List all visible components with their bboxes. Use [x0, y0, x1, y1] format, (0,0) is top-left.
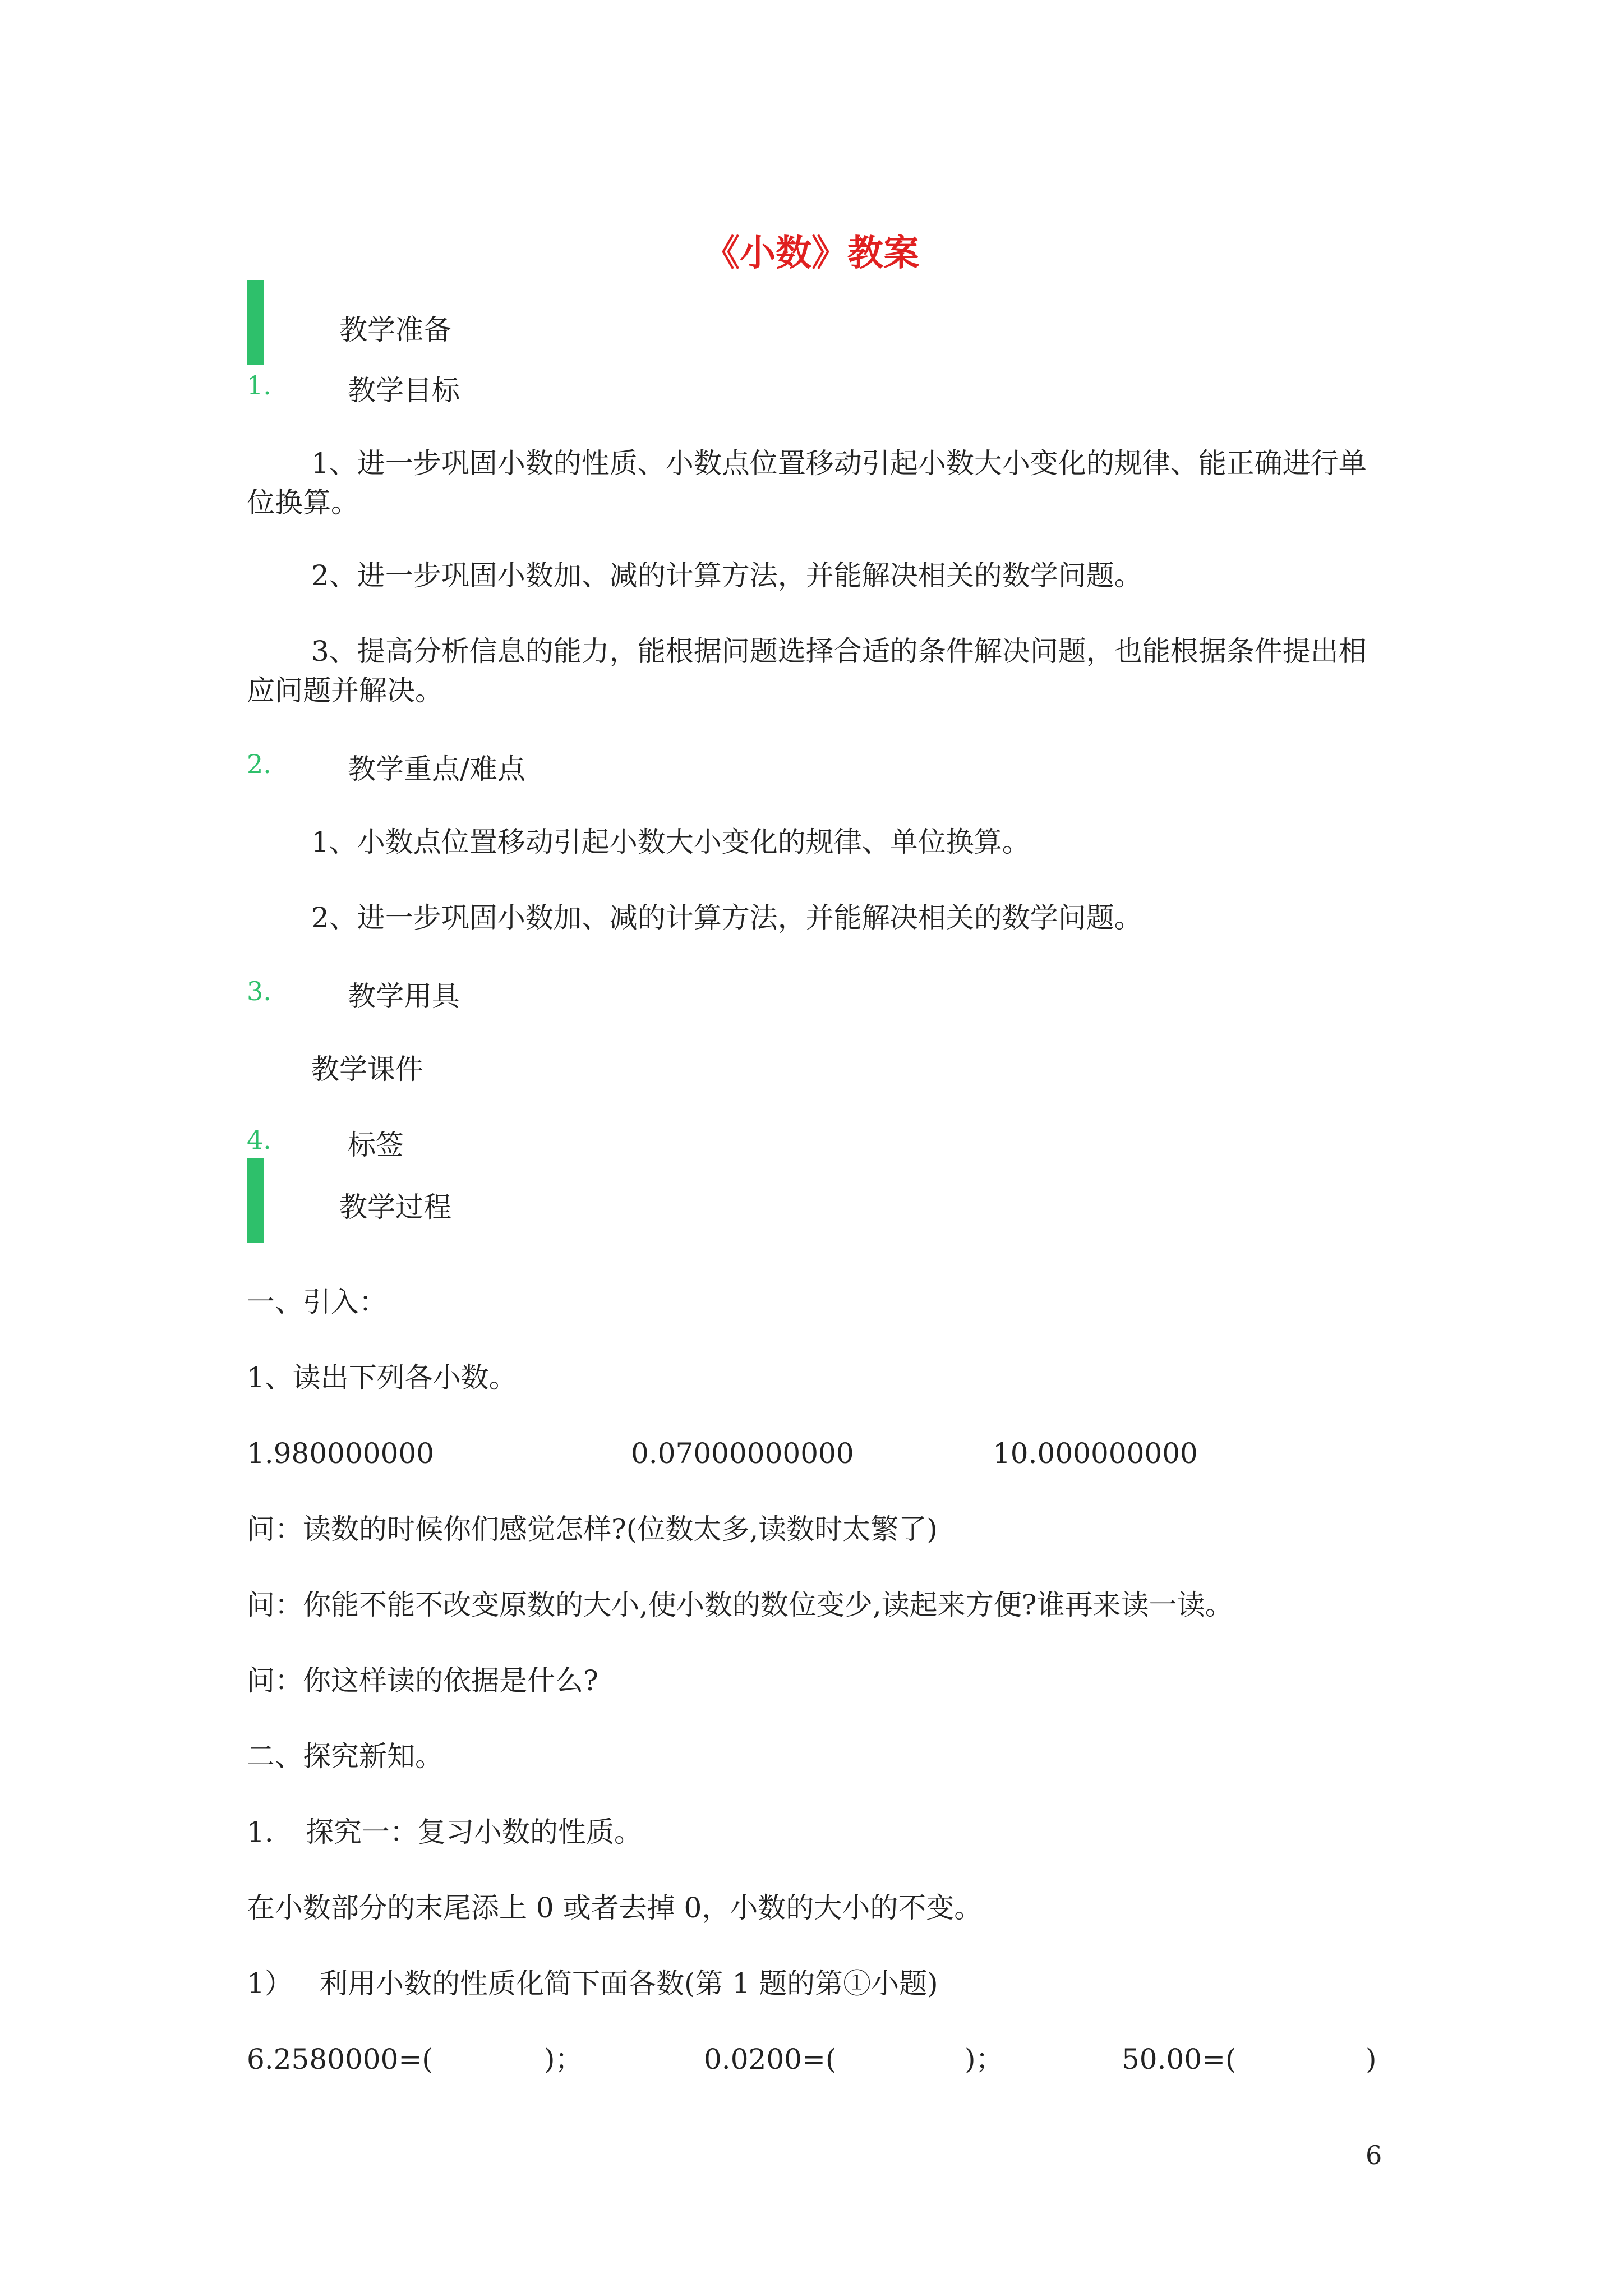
explore-number: 1.: [247, 1816, 274, 1848]
decimal-number: 10.000000000: [993, 1437, 1198, 1470]
item-number: 1.: [247, 370, 271, 401]
exercise-text: 50.00=(: [1122, 2043, 1237, 2076]
question-line: 问：读数的时候你们感觉怎样?(位数太多,读数时太繁了): [247, 1513, 938, 1545]
item-heading-tools: 教学用具: [348, 980, 460, 1013]
item-number: 3.: [247, 976, 271, 1006]
section-marker: [247, 1158, 264, 1243]
goal-line: 1、进一步巩固小数的性质、小数点位置移动引起小数大小变化的规律、能正确进行单: [311, 447, 1367, 480]
sub-heading: 利用小数的性质化简下面各数(第 1 题的第①小题): [320, 1967, 938, 2000]
item-heading-tags: 标签: [348, 1129, 404, 1161]
item-number: 4.: [247, 1125, 271, 1155]
goal-line: 2、进一步巩固小数加、减的计算方法，并能解决相关的数学问题。: [311, 559, 1142, 592]
goal-line: 位换算。: [247, 486, 359, 519]
tools-text: 教学课件: [311, 1053, 423, 1085]
page-number: 6: [1366, 2140, 1382, 2170]
item-heading-key-points: 教学重点/难点: [348, 753, 525, 785]
exercise-text: )；: [544, 2043, 583, 2076]
explore-heading: 探究一：复习小数的性质。: [306, 1816, 642, 1848]
item-number: 2.: [247, 749, 271, 779]
section-marker: [247, 280, 264, 365]
decimal-number: 0.07000000000: [631, 1437, 854, 1470]
question-line: 问：你这样读的依据是什么?: [247, 1664, 598, 1697]
goal-line: 3、提高分析信息的能力，能根据问题选择合适的条件解决问题，也能根据条件提出相: [311, 635, 1367, 668]
exercise-text: )；: [965, 2043, 1004, 2076]
exercise-text: 0.0200=(: [704, 2043, 837, 2076]
process-heading-explore: 二、探究新知。: [247, 1740, 443, 1773]
key-point-line: 2、进一步巩固小数加、减的计算方法，并能解决相关的数学问题。: [311, 901, 1142, 934]
key-point-line: 1、小数点位置移动引起小数大小变化的规律、单位换算。: [311, 826, 1030, 858]
process-heading-intro: 一、引入：: [247, 1286, 387, 1318]
exercise-text: ): [1366, 2043, 1377, 2076]
decimal-number: 1.980000000: [247, 1437, 435, 1470]
exercise-text: 6.2580000=(: [247, 2043, 433, 2076]
sub-number: 1）: [247, 1967, 293, 2000]
section-heading-process: 教学过程: [339, 1191, 451, 1223]
item-heading-goals: 教学目标: [348, 374, 460, 407]
property-text: 在小数部分的末尾添上 0 或者去掉 0，小数的大小的不变。: [247, 1892, 983, 1924]
page-title: 《小数》教案: [704, 232, 919, 274]
goal-line: 应问题并解决。: [247, 674, 443, 707]
question-line: 问：你能不能不改变原数的大小,使小数的数位变少,读起来方便?谁再来读一读。: [247, 1589, 1233, 1621]
process-line: 1、读出下列各小数。: [247, 1361, 517, 1394]
section-heading-prep: 教学准备: [339, 314, 451, 346]
